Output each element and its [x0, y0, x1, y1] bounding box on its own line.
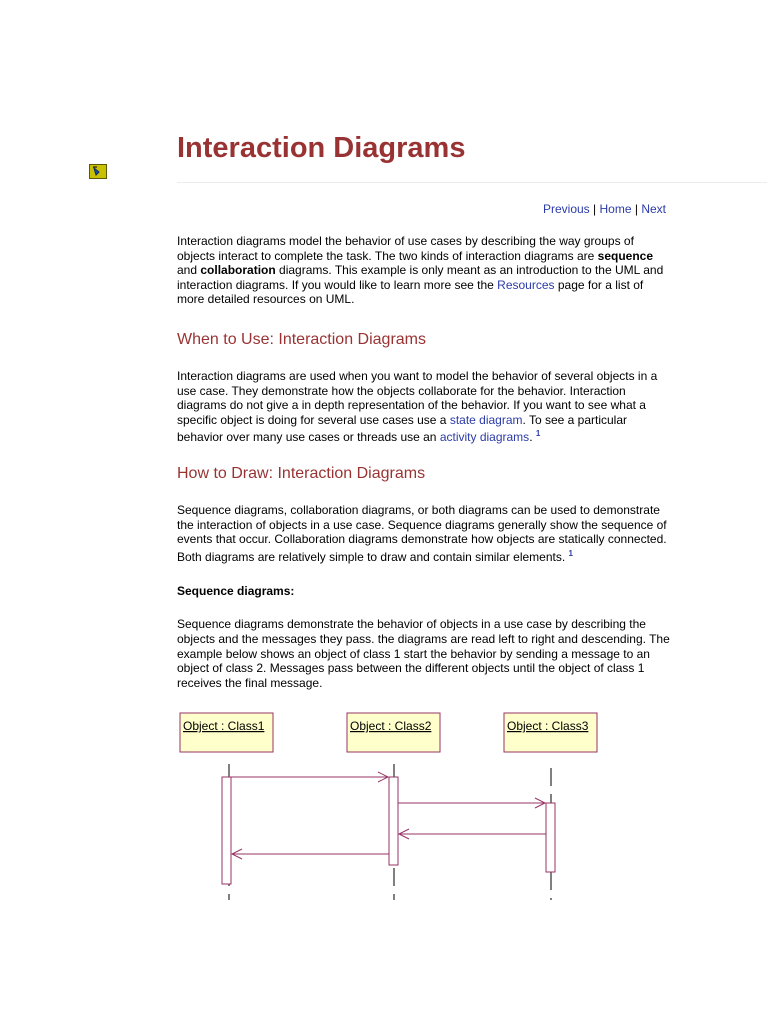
object-label: Object : Class2 — [350, 719, 432, 733]
main-content — [177, 234, 671, 690]
nav-next-link[interactable]: Next — [641, 202, 666, 216]
sequence-diagrams-paragraph: Sequence diagrams demonstrate the behavior of objects in a use case by describing the objects and the messages they pass. the diagrams are read left to right and descending. The example below shows an object of class 1 start the behavior by sending a message to an object of class 2. Messages pass between the different objects until the object of class 1 receives the final message. — [177, 617, 670, 690]
activity-diagrams-link[interactable]: activity diagrams — [439, 430, 530, 445]
intro-text: Interaction diagrams model the behavior of use cases by describing the way groups of objects interact to complete the task. The two kinds of interaction diagrams are — [177, 234, 634, 263]
sequence-diagram — [176, 708, 606, 908]
page-nav — [543, 201, 666, 217]
nav-separator: | — [593, 202, 597, 216]
page-title: Interaction Diagrams — [177, 132, 466, 164]
how-to-draw-text: Sequence diagrams, collaboration diagrams, or both diagrams can be used to demonstrate the interaction of objects in a use case. Sequence diagrams generally show the sequence of events that occur. Collaboration diagrams demonstrate how objects are statically connected. Both diagrams are relatively simple to draw and contain similar elements. — [177, 502, 667, 564]
nav-separator: | — [634, 202, 638, 216]
intro-collaboration-term: collaboration — [200, 263, 276, 278]
intro-paragraph — [177, 234, 671, 307]
when-to-use-paragraph — [177, 369, 671, 445]
how-to-draw-paragraph — [177, 503, 671, 564]
title-divider — [177, 182, 767, 183]
activation-class2 — [389, 777, 398, 865]
object-label: Object : Class3 — [507, 719, 589, 733]
activation-class3 — [546, 803, 555, 872]
object-label: Object : Class1 — [183, 719, 265, 733]
state-diagram-link[interactable]: state diagram — [449, 412, 523, 427]
activation-class1 — [222, 777, 231, 884]
footnote-marker[interactable]: 1 — [535, 429, 541, 439]
object-class3 — [504, 713, 597, 752]
sequence-diagrams-heading: Sequence diagrams: — [177, 584, 295, 599]
when-to-use-text: . To see a particular behavior over many use cases or threads use an — [177, 412, 628, 445]
activation-bars — [222, 777, 555, 884]
intro-text: diagrams. This example is only meant as an introduction to the UML and interaction diagrams. If you would like to learn more see the — [177, 263, 664, 292]
how-to-draw-heading: How to Draw: Interaction Diagrams — [177, 464, 426, 482]
intro-sequence-term: sequence — [597, 248, 654, 263]
intro-text: page for a list of more detailed resources on UML. — [177, 277, 644, 307]
page-icon — [89, 164, 107, 179]
intro-text: and — [177, 263, 201, 278]
footnote-marker[interactable]: 1 — [568, 548, 573, 558]
nav-home-link[interactable]: Home — [599, 202, 632, 216]
nav-previous-link[interactable]: Previous — [542, 202, 590, 216]
resources-link[interactable]: Resources — [497, 277, 555, 292]
when-to-use-text: Interaction diagrams are used when you want to model the behavior of several objects in a use case. They demonstrate how the objects collaborate for the behavior. Interaction diagrams do not give a in depth representation of the behavior. If you want to see what a specific object is doing for several use cases use a — [177, 368, 658, 427]
object-class2 — [347, 713, 440, 752]
object-class1 — [180, 713, 273, 752]
when-to-use-text: . — [529, 430, 536, 445]
when-to-use-heading: When to Use: Interaction Diagrams — [177, 330, 426, 348]
